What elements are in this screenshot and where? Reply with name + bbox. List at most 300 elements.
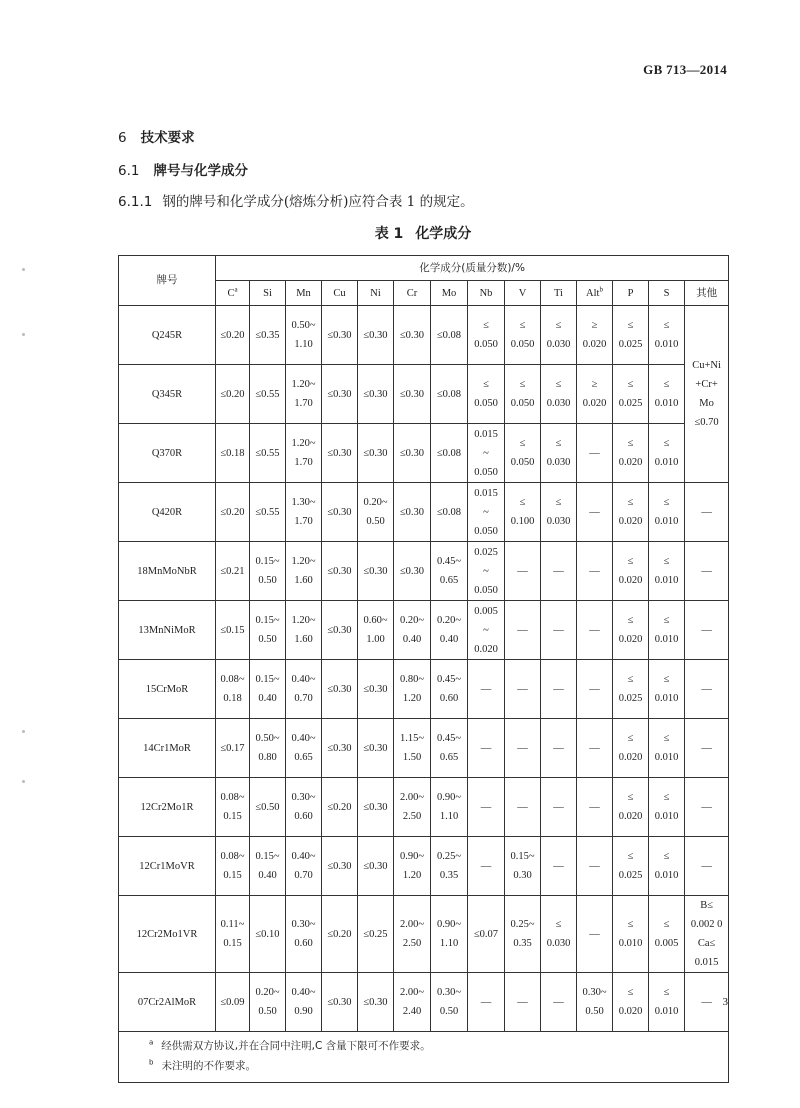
cell-value: — [553,996,564,1008]
cell-value: 1.20~ [291,556,316,567]
table-cell [613,973,649,1032]
cell-value: 0.30 [513,870,532,881]
table-cell [505,483,541,542]
cell-value: 0.40 [439,634,459,645]
cell-value: 0.50 [366,516,385,527]
table-cell [394,660,431,719]
cell-value: 0.90~ [436,792,462,803]
table-cell [613,483,649,542]
table-cell [286,306,322,365]
cell-value: ≤ [627,792,634,803]
cell-value: — [589,624,600,636]
cell-value: — [589,860,600,872]
cell-value: 0.010 [654,516,679,527]
grade-cell: 12Cr2Mo1VR [119,896,216,973]
cell-value: 0.90~ [399,851,425,862]
table-cell [541,719,577,778]
cell-value: 0.25~ [436,851,462,862]
cell-value: 0.050 [474,584,498,596]
table-cell [431,483,468,542]
table-cell [468,601,505,660]
cell-value: — [517,801,528,813]
cell-value: 0.020 [618,634,643,645]
table-title [118,223,728,243]
cell-value: 0.025 [618,339,643,350]
cell-value: ≤ [627,438,634,449]
table-cell [505,896,541,973]
element-symbol: Alt [586,287,600,299]
scan-dot [22,780,25,783]
table-cell [577,424,613,483]
cell-value: 0.40~ [291,851,316,862]
table-cell [649,837,685,896]
cell-value: ≤0.30 [327,996,352,1008]
table-cell [505,973,541,1032]
table-cell [286,601,322,660]
cell-value: — [553,742,564,754]
cell-value: 1.70 [294,516,313,527]
cell-value: — [701,624,712,636]
table-cell [541,660,577,719]
element-symbol: Mo [441,287,457,299]
cell-value: 0.025 [618,870,643,881]
table-cell [216,601,250,660]
cell-value: ≤0.30 [327,388,352,400]
cell-value: 1.60 [294,634,313,645]
cell-value: — [480,860,492,872]
cell-value: 0.15~ [255,851,280,862]
cell-value: — [701,565,712,577]
table-cell [505,365,541,424]
cell-value: — [589,801,600,813]
cell-value: ≥ [591,320,598,331]
table-cell [358,837,394,896]
element-symbol: V [518,287,527,299]
cell-value: ≤ [663,733,670,744]
table-cell [505,660,541,719]
table-cell [216,483,250,542]
table-row [119,973,729,1032]
table-number: 表 1 [374,226,404,242]
cell-value: ≤ [627,919,634,930]
cell-value: ≤ [663,438,670,449]
others-shared-cell [685,306,729,483]
table-cell [322,896,358,973]
table-cell [577,306,613,365]
table-cell [394,837,431,896]
table-cell [541,837,577,896]
cell-value: ≥ [591,379,598,390]
scan-dot [22,730,25,733]
cell-value: 0.08~ [220,792,245,803]
table-cell [468,660,505,719]
table-cell [286,542,322,601]
cell-value: ≤0.20 [327,928,352,940]
element-symbol: Mn [296,287,311,299]
cell-value: 0.005 [474,605,498,617]
table-cell [322,424,358,483]
table-cell [322,601,358,660]
table-cell [250,896,286,973]
cell-value: ≤0.30 [399,565,425,577]
table-cell [541,896,577,973]
table-cell [505,837,541,896]
grade-cell: 15CrMoR [119,660,216,719]
table-cell [394,365,431,424]
column-header [577,281,613,306]
composition-group-header: 化学成分(质量分数)/% [216,256,729,281]
element-symbol: Ti [554,287,563,299]
notes-row [119,1032,729,1083]
section-title: 技术要求 [140,130,195,146]
cell-value: — [701,860,712,872]
cell-value: 1.10 [294,339,313,350]
cell-value: 0.90 [294,1006,313,1017]
cell-value: 0.45~ [436,733,462,744]
footnote-marker: a [234,285,238,293]
table-cell [505,601,541,660]
grade-cell: Q345R [119,365,216,424]
cell-value: 0.030 [546,938,571,949]
table-cell [250,306,286,365]
cell-value: 0.08~ [220,851,245,862]
cell-value: 0.40 [258,693,277,704]
cell-value: — [701,506,712,518]
column-header [649,281,685,306]
table-cell [358,306,394,365]
table-cell [394,424,431,483]
cell-value: 0.015 [694,957,719,968]
table-cell [322,973,358,1032]
cell-value: 0.50 [439,1006,459,1017]
table-cell [216,896,250,973]
cell-value: 0.010 [654,575,679,586]
cell-value: 0.50 [258,634,277,645]
table-cell [358,660,394,719]
cell-value: — [517,996,528,1008]
table-cell [322,837,358,896]
cell-value: 1.20~ [291,615,316,626]
cell-value: 0.010 [654,870,679,881]
table-cell [431,660,468,719]
cell-value: 1.00 [366,634,385,645]
cell-value: ≤ [663,320,670,331]
grade-cell: 14Cr1MoR [119,719,216,778]
cell-value: — [589,447,600,459]
cell-value: ≤ [663,556,670,567]
cell-value: 0.20~ [255,987,280,998]
table-row [119,896,729,973]
subsection-heading [118,159,248,179]
scan-dot [22,268,25,271]
column-header [286,281,322,306]
element-symbol: Nb [479,287,493,299]
table-cell [394,601,431,660]
cell-value: ≤0.08 [436,506,462,518]
table-cell [613,365,649,424]
table-cell [685,778,729,837]
column-header [431,281,468,306]
cell-value: ≤0.25 [363,928,388,940]
cell-value: ≤ [627,851,634,862]
cell-value: ≤0.30 [399,388,425,400]
cell-value: ≤0.30 [363,996,388,1008]
table-cell [394,778,431,837]
cell-value: ≤0.50 [255,801,280,813]
cell-value: 0.010 [654,457,679,468]
table-cell [431,719,468,778]
cell-value: 0.60 [294,811,313,822]
table-cell [286,896,322,973]
table-cell [577,719,613,778]
cell-value: ≤ [519,497,526,508]
table-cell [322,778,358,837]
cell-value: ≤0.30 [363,742,388,754]
cell-value: ≤0.55 [255,506,280,518]
cell-value: 0.050 [474,525,498,537]
table-cell [250,837,286,896]
table-cell [322,306,358,365]
cell-value: 0.010 [654,339,679,350]
cell-value: 0.80~ [399,674,425,685]
element-symbol: 其他 [696,287,718,299]
cell-value: 0.030 [546,398,571,409]
cell-value: 0.050 [474,339,498,350]
table-row [119,483,729,542]
table-cell [649,365,685,424]
cell-value: ≤0.30 [327,506,352,518]
cell-value: ≤0.30 [327,742,352,754]
cell-value: ≤0.08 [436,329,462,341]
grade-cell: 13MnNiMoR [119,601,216,660]
table-cell [250,601,286,660]
cell-value: +Cr+ [695,379,718,390]
table-cell [613,542,649,601]
cell-value: 0.60 [439,693,459,704]
cell-value: 0.020 [582,398,607,409]
cell-value: 0.20~ [399,615,425,626]
cell-value: 0.60 [294,938,313,949]
table-cell [541,601,577,660]
table-cell [216,719,250,778]
table-cell [541,483,577,542]
cell-value: 0.25~ [510,919,535,930]
cell-value: 0.010 [618,938,643,949]
footnote [149,1056,728,1076]
cell-value: 0.70 [294,870,313,881]
table-cell [394,542,431,601]
cell-value: ≤0.30 [363,565,388,577]
table-cell [286,719,322,778]
cell-value: ≤0.18 [220,447,245,459]
cell-value: 0.025 [618,693,643,704]
cell-value: ≤ [555,320,562,331]
cell-value: 1.20~ [291,438,316,449]
cell-value: — [480,996,492,1008]
element-symbol: C [227,287,235,299]
grade-cell: 12Cr1MoVR [119,837,216,896]
cell-value: 0.010 [654,634,679,645]
cell-value: — [589,506,600,518]
subsection-title: 牌号与化学成分 [153,163,248,179]
cell-value: 0.65 [294,752,313,763]
cell-value: 0.15~ [255,674,280,685]
cell-value: 1.70 [294,457,313,468]
grade-cell: Q370R [119,424,216,483]
table-cell [431,601,468,660]
cell-value: ≤0.20 [220,329,245,341]
cell-value: ≤0.30 [363,683,388,695]
table-cell [286,973,322,1032]
element-symbol: Ni [370,287,381,299]
cell-value: ≤0.20 [220,388,245,400]
cell-value: 2.50 [402,938,422,949]
table-notes [119,1032,729,1083]
table-cell [649,601,685,660]
cell-value: ≤ [627,497,634,508]
cell-value: ≤0.30 [363,801,388,813]
grade-cell: 18MnMoNbR [119,542,216,601]
table-cell [577,973,613,1032]
element-symbol: Cu [333,287,346,299]
cell-value: — [517,683,528,695]
section-number: 6 [118,130,127,146]
table-cell [505,778,541,837]
cell-value: 0.20~ [436,615,462,626]
cell-value: ≤ [555,919,562,930]
document-code: GB 713—2014 [643,62,727,77]
table-cell [541,306,577,365]
table-cell [431,837,468,896]
cell-value: 0.50 [258,1006,277,1017]
column-header [358,281,394,306]
table-cell [216,837,250,896]
cell-value: 0.030 [546,457,571,468]
table-cell [505,306,541,365]
cell-value: 0.30~ [291,792,316,803]
table-cell [431,896,468,973]
table-cell [649,424,685,483]
element-symbol: S [663,287,670,299]
grade-header: 牌号 [119,256,216,306]
footnote-text: 经供需双方协议,并在合同中注明,C 含量下限可不作要求。 [161,1040,431,1052]
cell-value: 2.00~ [399,987,425,998]
grade-cell: 12Cr2Mo1R [119,778,216,837]
table-cell [250,719,286,778]
cell-value: 1.20 [402,693,422,704]
cell-value: 0.020 [618,575,643,586]
cell-value: 0.050 [474,398,498,409]
cell-value: ≤0.55 [255,447,280,459]
table-cell [577,601,613,660]
table-cell [468,778,505,837]
cell-value: 0.15 [223,811,242,822]
table-row [119,424,729,483]
table-cell [577,896,613,973]
table-cell [358,424,394,483]
table-cell [468,973,505,1032]
cell-value: ≤ [555,497,562,508]
cell-value: ≤0.35 [255,329,280,341]
footnote-marker: a [149,1038,154,1047]
cell-value: 0.50~ [291,320,316,331]
table-cell [250,483,286,542]
cell-value: ≤0.70 [694,417,719,428]
table-cell [613,660,649,719]
table-cell [577,365,613,424]
cell-value: ≤0.30 [327,683,352,695]
cell-value: 0.50 [585,1006,604,1017]
cell-value: 0.030 [546,516,571,527]
table-cell [358,542,394,601]
cell-value: 0.020 [618,752,643,763]
element-symbol: Si [263,287,272,299]
cell-value: 0.35 [439,870,459,881]
table-cell [577,483,613,542]
cell-value: 0.15 [223,938,242,949]
table-cell [541,365,577,424]
cell-value: 0.015 [474,428,498,440]
table-cell [394,973,431,1032]
table-cell [358,778,394,837]
cell-value: ≤0.08 [436,447,462,459]
cell-value: 0.020 [618,1006,643,1017]
cell-value: ~ [483,447,489,459]
table-cell [577,837,613,896]
cell-value: — [589,683,600,695]
cell-value: ≤0.30 [363,329,388,341]
cell-value: 0.010 [654,398,679,409]
cell-value: ≤ [663,674,670,685]
cell-value: 0.65 [439,752,459,763]
column-header [216,281,250,306]
column-header [613,281,649,306]
table-cell [250,424,286,483]
table-cell [649,483,685,542]
cell-value: — [553,683,564,695]
table-cell [322,483,358,542]
cell-value: 0.11~ [220,919,245,930]
cell-value: 1.50 [402,752,422,763]
cell-value: 0.35 [513,938,532,949]
cell-value: 2.00~ [399,792,425,803]
table-cell [541,973,577,1032]
cell-value: 0.18 [223,693,242,704]
cell-value: 0.002 0 [690,919,723,930]
cell-value: — [701,742,712,754]
grade-cell: Q420R [119,483,216,542]
column-header [322,281,358,306]
cell-value: ≤ [627,733,634,744]
cell-value: ≤0.55 [255,388,280,400]
cell-value: 0.050 [510,398,535,409]
cell-value: 0.025 [618,398,643,409]
cell-value: 0.08~ [220,674,245,685]
table-cell [286,365,322,424]
cell-value: ≤ [627,320,634,331]
cell-value: — [553,565,564,577]
cell-value: 0.15~ [255,615,280,626]
table-row [119,778,729,837]
cell-value: 0.15~ [255,556,280,567]
table-cell [613,601,649,660]
cell-value: ≤ [627,674,634,685]
table-cell [468,896,505,973]
cell-value: 1.10 [439,811,459,822]
cell-value: — [589,742,600,754]
table-row [119,837,729,896]
table-cell [286,660,322,719]
